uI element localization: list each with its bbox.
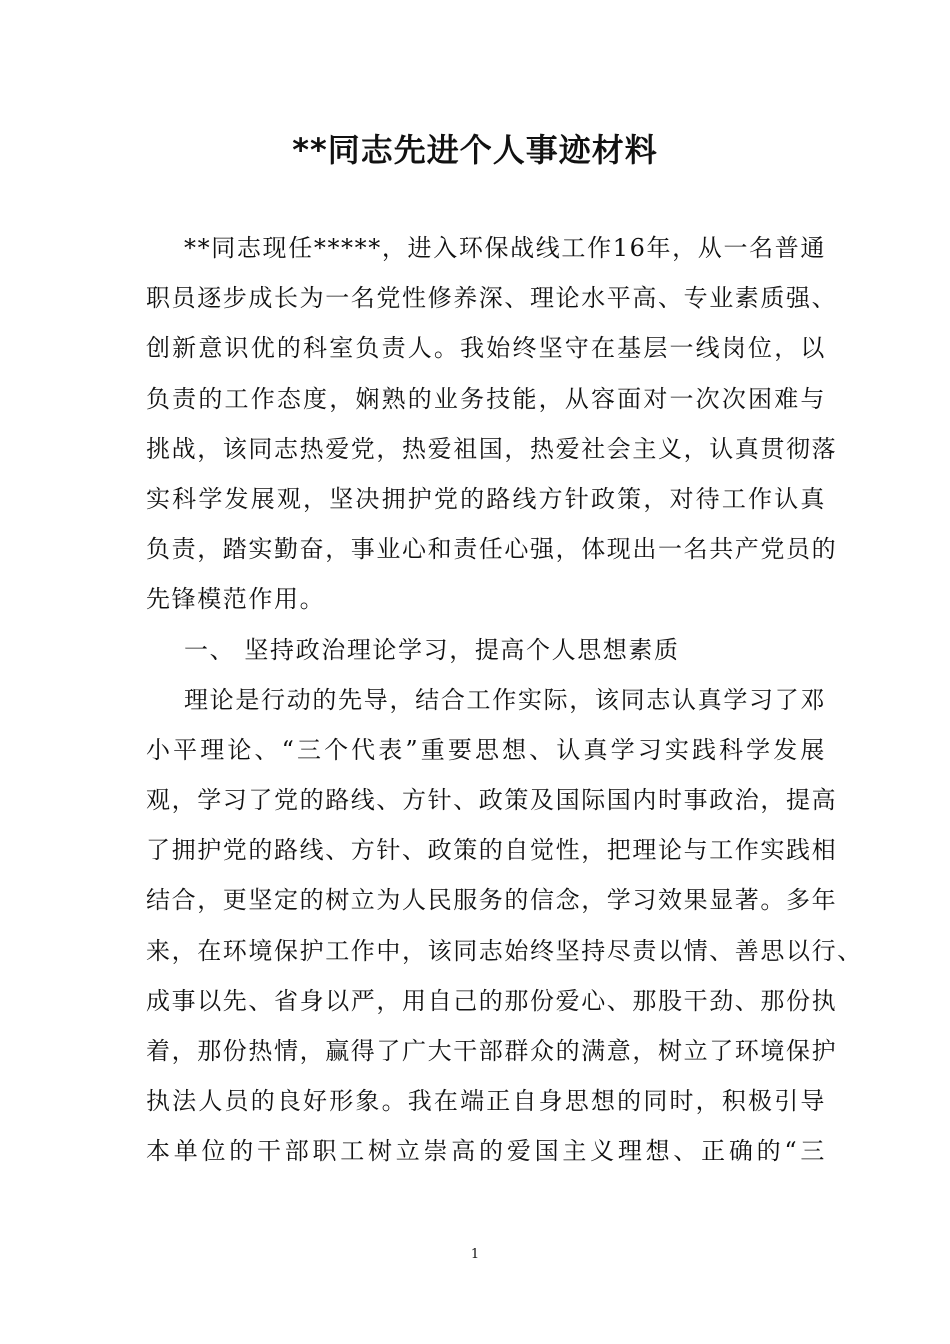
body-line: 负责的工作态度，娴熟的业务技能，从容面对一次次困难与: [146, 384, 826, 413]
document-title: **同志先进个人事迹材料: [292, 131, 658, 169]
body-line: 本单位的干部职工树立崇高的爱国主义理想、正确的“三: [146, 1137, 826, 1166]
body-line: 观，学习了党的路线、方针、政策及国际国内时事政治，提高: [146, 786, 838, 815]
body-line: 小平理论、“三个代表”重要思想、认真学习实践科学发展: [146, 735, 826, 764]
body-line: 挑战，该同志热爱党，热爱祖国，热爱社会主义，认真贯彻落: [146, 434, 838, 463]
body-line: 了拥护党的路线、方针、政策的自觉性，把理论与工作实践相: [146, 836, 838, 865]
body-line: 先锋模范作用。: [146, 585, 326, 614]
body-line: 创新意识优的科室负责人。我始终坚守在基层一线岗位，以: [146, 334, 826, 363]
section-heading: 一、 坚持政治理论学习，提高个人思想素质: [184, 635, 680, 664]
body-line: **同志现任*****，进入环保战线工作16年，从一名普通: [184, 234, 826, 262]
body-line: 着，那份热情，赢得了广大干部群众的满意，树立了环境保护: [146, 1037, 838, 1065]
body-line: 负责，踏实勤奋，事业心和责任心强，体现出一名共产党员的: [146, 535, 838, 564]
body-line: 理论是行动的先导，结合工作实际，该同志认真学习了邓: [184, 685, 826, 714]
document-body: [146, 223, 863, 1177]
page-number: 1: [470, 1247, 480, 1262]
body-line: 职员逐步成长为一名党性修养深、理论水平高、专业素质强、: [146, 284, 838, 313]
body-line: 来，在环境保护工作中，该同志始终坚持尽责以情、善思以行、: [146, 936, 863, 965]
body-line: 成事以先、省身以严，用自己的那份爱心、那股干劲、那份执: [146, 986, 838, 1015]
body-line: 结合，更坚定的树立为人民服务的信念，学习效果显著。多年: [146, 886, 838, 915]
body-line: 执法人员的良好形象。我在端正自身思想的同时，积极引导: [146, 1087, 826, 1116]
body-line: 实科学发展观，坚决拥护党的路线方针政策，对待工作认真: [146, 484, 826, 513]
